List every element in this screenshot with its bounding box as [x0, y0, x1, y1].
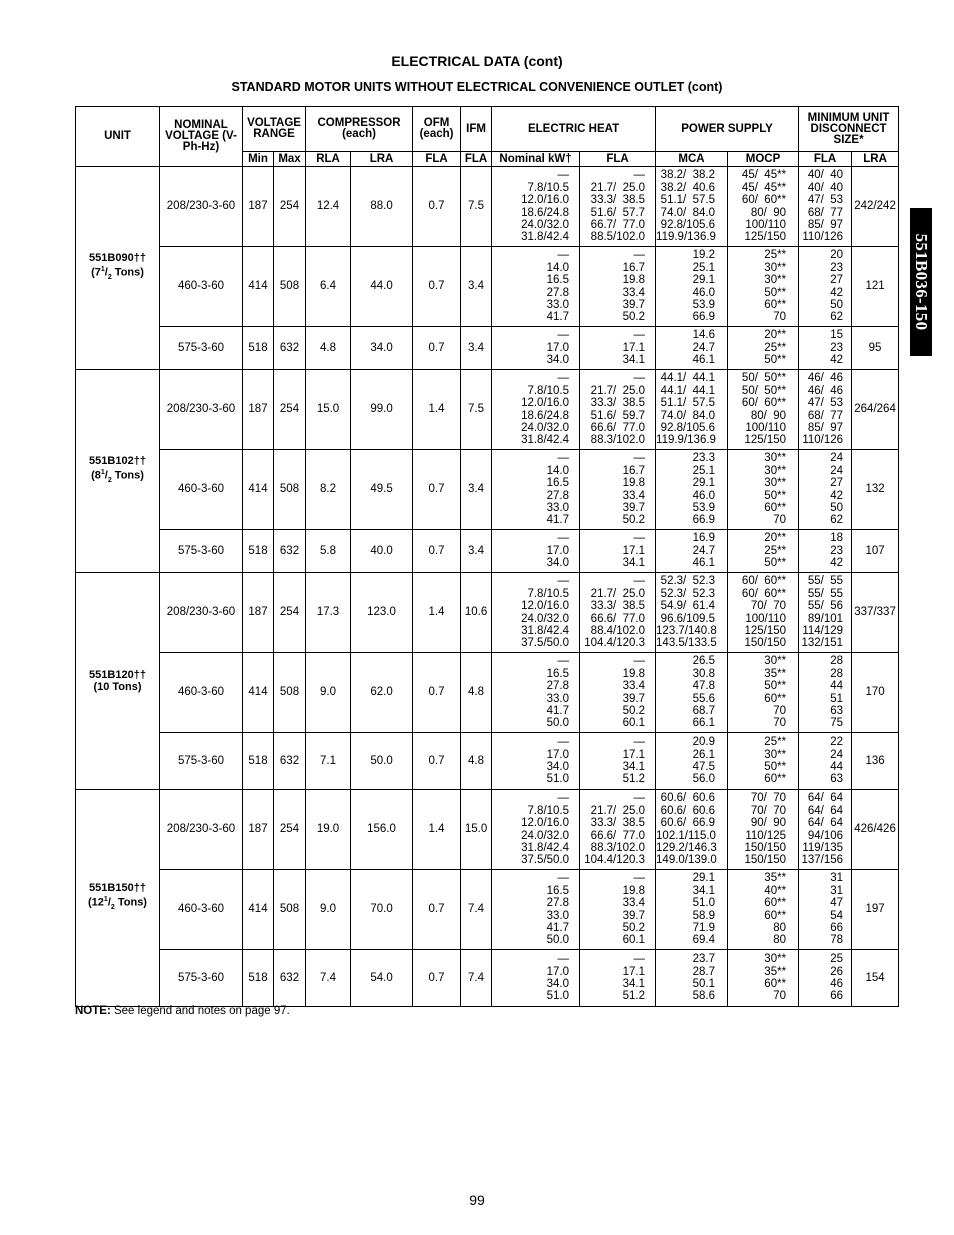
header-ofm: OFM (each): [413, 107, 461, 152]
electric-heat-kw-cell: — 17.0 34.0 51.0: [492, 950, 580, 1007]
nominal-voltage-cell: 208/230-3-60: [160, 573, 243, 653]
power-supply-mca-cell: 16.9 24.7 46.1: [656, 530, 728, 573]
compressor-rla-cell: 7.4: [306, 950, 351, 1007]
tonnage-suffix: (10 Tons): [93, 681, 142, 693]
header-lra: LRA: [351, 152, 413, 167]
header-voltage-range: VOLTAGE RANGE: [243, 107, 306, 152]
power-supply-mca-cell: 26.5 30.8 47.8 55.6 68.7 66.1: [656, 653, 728, 733]
unit-model: 551B150††: [89, 882, 146, 895]
power-supply-mca-cell: 52.3/ 52.3 52.3/ 52.3 54.9/ 61.4 96.6/109.5 123.7/140.8 143.5/133.5: [656, 573, 728, 653]
ofm-fla-cell: 0.7: [413, 530, 461, 573]
nominal-voltage-cell: 575-3-60: [160, 733, 243, 790]
electric-heat-fla-cell: — 17.1 34.1: [580, 530, 656, 573]
disconnect-fla-cell: 31 31 47 54 66 78: [799, 870, 852, 950]
electric-heat-kw-cell: — 14.0 16.5 27.8 33.0 41.7: [492, 247, 580, 327]
electric-heat-fla-cell: — 16.7 19.8 33.4 39.7 50.2: [580, 247, 656, 327]
paren: (: [91, 469, 95, 482]
ofm-fla-cell: 0.7: [413, 733, 461, 790]
voltage-min-cell: 518: [243, 733, 274, 790]
compressor-lra-cell: 62.0: [351, 653, 413, 733]
header-disconnect-size: MINIMUM UNIT DISCONNECT SIZE*: [799, 107, 899, 152]
voltage-max-cell: 632: [274, 733, 306, 790]
voltage-min-cell: 518: [243, 530, 274, 573]
table-row: [76, 573, 899, 653]
electric-heat-kw-cell: — 16.5 27.8 33.0 41.7 50.0: [492, 870, 580, 950]
header-unit: UNIT: [76, 107, 160, 167]
table-row: [76, 327, 899, 370]
electric-heat-kw-cell: — 17.0 34.0: [492, 530, 580, 573]
page-number: 99: [469, 1192, 485, 1208]
voltage-min-cell: 414: [243, 653, 274, 733]
ifm-fla-cell: 3.4: [461, 450, 492, 530]
ifm-fla-cell: 3.4: [461, 247, 492, 327]
power-supply-mocp-cell: 60/ 60** 60/ 60** 70/ 70 100/110 125/150 150/150: [728, 573, 799, 653]
tonnage-numerator: 1: [100, 266, 105, 274]
electric-heat-kw-cell: — 7.8/10.5 12.0/16.0 18.6/24.8 24.0/32.0 31.8/42.4: [492, 167, 580, 247]
ifm-fla-cell: 10.6: [461, 573, 492, 653]
power-supply-mocp-cell: 45/ 45** 45/ 45** 60/ 60** 80/ 90 100/110 125/150: [728, 167, 799, 247]
tonnage-suffix: Tons): [111, 469, 144, 482]
unit-model-cell: [76, 790, 160, 1007]
ofm-fla-cell: 0.7: [413, 327, 461, 370]
disconnect-lra-cell: 426/426: [852, 790, 899, 870]
nominal-voltage-cell: 575-3-60: [160, 950, 243, 1007]
compressor-rla-cell: 8.2: [306, 450, 351, 530]
ofm-fla-cell: 0.7: [413, 950, 461, 1007]
compressor-lra-cell: 44.0: [351, 247, 413, 327]
side-tab: [910, 208, 932, 356]
compressor-rla-cell: 5.8: [306, 530, 351, 573]
ofm-fla-cell: 0.7: [413, 870, 461, 950]
voltage-max-cell: 508: [274, 870, 306, 950]
disconnect-fla-cell: 20 23 27 42 50 62: [799, 247, 852, 327]
unit-model-cell: [76, 573, 160, 790]
header-ifm-fla: FLA: [461, 152, 492, 167]
paren: (: [88, 896, 92, 909]
ofm-fla-cell: 1.4: [413, 370, 461, 450]
compressor-rla-cell: 12.4: [306, 167, 351, 247]
nominal-voltage-cell: 208/230-3-60: [160, 790, 243, 870]
compressor-lra-cell: 99.0: [351, 370, 413, 450]
fraction-slash: /: [104, 266, 108, 279]
header-heat-fla: FLA: [580, 152, 656, 167]
ifm-fla-cell: 7.4: [461, 950, 492, 1007]
header-compressor: COMPRESSOR (each): [306, 107, 413, 152]
tonnage-whole: 7: [94, 266, 101, 279]
table-row: [76, 653, 899, 733]
nominal-voltage-cell: 575-3-60: [160, 327, 243, 370]
voltage-max-cell: 508: [274, 247, 306, 327]
power-supply-mocp-cell: 30** 35** 50** 60** 70 70: [728, 653, 799, 733]
power-supply-mca-cell: 14.6 24.7 46.1: [656, 327, 728, 370]
tonnage-numerator: 1: [100, 469, 105, 477]
table-row: [76, 790, 899, 870]
disconnect-lra-cell: 264/264: [852, 370, 899, 450]
electrical-data-table: [75, 106, 899, 1007]
nominal-voltage-cell: 460-3-60: [160, 870, 243, 950]
power-supply-mca-cell: 44.1/ 44.1 44.1/ 44.1 51.1/ 57.5 74.0/ 84.0 92.8/105.6 119.9/136.9: [656, 370, 728, 450]
disconnect-lra-cell: 154: [852, 950, 899, 1007]
disconnect-fla-cell: 46/ 46 46/ 46 47/ 53 68/ 77 85/ 97 110/126: [799, 370, 852, 450]
header-nominal-kw: Nominal kW†: [492, 152, 580, 167]
disconnect-fla-cell: 24 24 27 42 50 62: [799, 450, 852, 530]
power-supply-mocp-cell: 30** 35** 60** 70: [728, 950, 799, 1007]
header-ofm-fla: FLA: [413, 152, 461, 167]
compressor-rla-cell: 9.0: [306, 653, 351, 733]
ofm-fla-cell: 0.7: [413, 167, 461, 247]
voltage-max-cell: 254: [274, 167, 306, 247]
table-row: [76, 247, 899, 327]
power-supply-mocp-cell: 25** 30** 30** 50** 60** 70: [728, 247, 799, 327]
disconnect-fla-cell: 18 23 42: [799, 530, 852, 573]
disconnect-lra-cell: 107: [852, 530, 899, 573]
compressor-lra-cell: 88.0: [351, 167, 413, 247]
compressor-rla-cell: 17.3: [306, 573, 351, 653]
header-power-supply: POWER SUPPLY: [656, 107, 799, 152]
compressor-rla-cell: 19.0: [306, 790, 351, 870]
electric-heat-fla-cell: — 19.8 33.4 39.7 50.2 60.1: [580, 870, 656, 950]
unit-model-cell: [76, 370, 160, 573]
header-nominal-voltage: NOMINAL VOLTAGE (V-Ph-Hz): [160, 107, 243, 167]
disconnect-lra-cell: 121: [852, 247, 899, 327]
electric-heat-fla-cell: — 19.8 33.4 39.7 50.2 60.1: [580, 653, 656, 733]
electric-heat-fla-cell: — 21.7/ 25.0 33.3/ 38.5 51.6/ 59.7 66.6/ 77.0 88.3/102.0: [580, 370, 656, 450]
power-supply-mocp-cell: 20** 25** 50**: [728, 530, 799, 573]
electric-heat-kw-cell: — 7.8/10.5 12.0/16.0 24.0/32.0 31.8/42.4 37.5/50.0: [492, 573, 580, 653]
ofm-fla-cell: 0.7: [413, 247, 461, 327]
disconnect-lra-cell: 132: [852, 450, 899, 530]
electric-heat-fla-cell: — 21.7/ 25.0 33.3/ 38.5 66.6/ 77.0 88.3/102.0 104.4/120.3: [580, 790, 656, 870]
compressor-lra-cell: 54.0: [351, 950, 413, 1007]
voltage-max-cell: 632: [274, 327, 306, 370]
electric-heat-fla-cell: — 16.7 19.8 33.4 39.7 50.2: [580, 450, 656, 530]
table-row: [76, 450, 899, 530]
paren: (: [91, 266, 95, 279]
nominal-voltage-cell: 208/230-3-60: [160, 370, 243, 450]
unit-model: 551B102††: [89, 455, 146, 468]
voltage-max-cell: 508: [274, 450, 306, 530]
table-subtitle: STANDARD MOTOR UNITS WITHOUT ELECTRICAL CONVENIENCE OUTLET (cont): [231, 80, 723, 94]
header-disconnect-lra: LRA: [852, 152, 899, 167]
power-supply-mca-cell: 23.7 28.7 50.1 58.6: [656, 950, 728, 1007]
table-row: [76, 950, 899, 1007]
table-row: [76, 370, 899, 450]
unit-tonnage: [76, 264, 159, 284]
power-supply-mca-cell: 19.2 25.1 29.1 46.0 53.9 66.9: [656, 247, 728, 327]
ofm-fla-cell: 0.7: [413, 653, 461, 733]
voltage-min-cell: 518: [243, 950, 274, 1007]
voltage-min-cell: 187: [243, 370, 274, 450]
unit-model-cell: [76, 167, 160, 370]
electric-heat-kw-cell: — 7.8/10.5 12.0/16.0 18.6/24.8 24.0/32.0 31.8/42.4: [492, 370, 580, 450]
compressor-lra-cell: 40.0: [351, 530, 413, 573]
compressor-lra-cell: 49.5: [351, 450, 413, 530]
tonnage-suffix: Tons): [114, 896, 147, 909]
header-min: Min: [243, 152, 274, 167]
voltage-min-cell: 414: [243, 450, 274, 530]
compressor-rla-cell: 4.8: [306, 327, 351, 370]
ifm-fla-cell: 7.5: [461, 370, 492, 450]
ifm-fla-cell: 7.5: [461, 167, 492, 247]
fraction-slash: /: [104, 469, 108, 482]
side-tab-label: 551B036-150: [912, 233, 931, 331]
disconnect-lra-cell: 337/337: [852, 573, 899, 653]
ifm-fla-cell: 7.4: [461, 870, 492, 950]
ofm-fla-cell: 1.4: [413, 573, 461, 653]
tonnage-whole: 8: [94, 469, 101, 482]
header-electric-heat: ELECTRIC HEAT: [492, 107, 656, 152]
disconnect-lra-cell: 197: [852, 870, 899, 950]
tonnage-denominator: 2: [107, 476, 112, 484]
table-row: [76, 870, 899, 950]
nominal-voltage-cell: 208/230-3-60: [160, 167, 243, 247]
disconnect-fla-cell: 28 28 44 51 63 75: [799, 653, 852, 733]
disconnect-fla-cell: 22 24 44 63: [799, 733, 852, 790]
page-title: ELECTRICAL DATA (cont): [391, 53, 563, 69]
disconnect-fla-cell: 64/ 64 64/ 64 64/ 64 94/106 119/135 137/156: [799, 790, 852, 870]
power-supply-mca-cell: 38.2/ 38.2 38.2/ 40.6 51.1/ 57.5 74.0/ 84.0 92.8/105.6 119.9/136.9: [656, 167, 728, 247]
unit-model: 551B120††: [89, 669, 146, 681]
table-row: [76, 530, 899, 573]
header-mca: MCA: [656, 152, 728, 167]
unit-tonnage: [76, 467, 159, 487]
power-supply-mocp-cell: 50/ 50** 50/ 50** 60/ 60** 80/ 90 100/110 125/150: [728, 370, 799, 450]
tonnage-suffix: Tons): [111, 266, 144, 279]
electric-heat-kw-cell: — 14.0 16.5 27.8 33.0 41.7: [492, 450, 580, 530]
compressor-rla-cell: 7.1: [306, 733, 351, 790]
table-row: [76, 167, 899, 247]
voltage-max-cell: 254: [274, 370, 306, 450]
disconnect-fla-cell: 25 26 46 66: [799, 950, 852, 1007]
ifm-fla-cell: 4.8: [461, 653, 492, 733]
power-supply-mocp-cell: 35** 40** 60** 60** 80 80: [728, 870, 799, 950]
ofm-fla-cell: 1.4: [413, 790, 461, 870]
power-supply-mca-cell: 60.6/ 60.6 60.6/ 60.6 60.6/ 66.9 102.1/115.0 129.2/146.3 149.0/139.0: [656, 790, 728, 870]
table-body: [76, 167, 899, 1007]
voltage-min-cell: 518: [243, 327, 274, 370]
electric-heat-fla-cell: — 21.7/ 25.0 33.3/ 38.5 66.6/ 77.0 88.4/102.0 104.4/120.3: [580, 573, 656, 653]
power-supply-mca-cell: 29.1 34.1 51.0 58.9 71.9 69.4: [656, 870, 728, 950]
header-disconnect-fla: FLA: [799, 152, 852, 167]
disconnect-fla-cell: 40/ 40 40/ 40 47/ 53 68/ 77 85/ 97 110/126: [799, 167, 852, 247]
disconnect-lra-cell: 170: [852, 653, 899, 733]
disconnect-lra-cell: 136: [852, 733, 899, 790]
electric-heat-fla-cell: — 21.7/ 25.0 33.3/ 38.5 51.6/ 57.7 66.7/ 77.0 88.5/102.0: [580, 167, 656, 247]
fraction-slash: /: [107, 896, 111, 909]
ifm-fla-cell: 3.4: [461, 327, 492, 370]
voltage-min-cell: 414: [243, 247, 274, 327]
power-supply-mocp-cell: 70/ 70 70/ 70 90/ 90 110/125 150/150 150/150: [728, 790, 799, 870]
header-mocp: MOCP: [728, 152, 799, 167]
nominal-voltage-cell: 460-3-60: [160, 450, 243, 530]
nominal-voltage-cell: 460-3-60: [160, 653, 243, 733]
voltage-min-cell: 414: [243, 870, 274, 950]
disconnect-fla-cell: 15 23 42: [799, 327, 852, 370]
unit-model: 551B090††: [89, 252, 146, 265]
power-supply-mca-cell: 20.9 26.1 47.5 56.0: [656, 733, 728, 790]
ifm-fla-cell: 3.4: [461, 530, 492, 573]
voltage-min-cell: 187: [243, 167, 274, 247]
electric-heat-fla-cell: — 17.1 34.1 51.2: [580, 733, 656, 790]
power-supply-mocp-cell: 30** 30** 30** 50** 60** 70: [728, 450, 799, 530]
voltage-max-cell: 632: [274, 950, 306, 1007]
voltage-max-cell: 508: [274, 653, 306, 733]
electric-heat-kw-cell: — 17.0 34.0 51.0: [492, 733, 580, 790]
ifm-fla-cell: 15.0: [461, 790, 492, 870]
electric-heat-kw-cell: — 17.0 34.0: [492, 327, 580, 370]
disconnect-lra-cell: 95: [852, 327, 899, 370]
voltage-min-cell: 187: [243, 573, 274, 653]
table-note: [75, 1005, 290, 1017]
electric-heat-fla-cell: — 17.1 34.1 51.2: [580, 950, 656, 1007]
note-text: See legend and notes on page 97.: [110, 1005, 290, 1017]
compressor-rla-cell: 9.0: [306, 870, 351, 950]
power-supply-mca-cell: 23.3 25.1 29.1 46.0 53.9 66.9: [656, 450, 728, 530]
voltage-max-cell: 632: [274, 530, 306, 573]
ifm-fla-cell: 4.8: [461, 733, 492, 790]
electric-heat-kw-cell: — 7.8/10.5 12.0/16.0 24.0/32.0 31.8/42.4 37.5/50.0: [492, 790, 580, 870]
compressor-rla-cell: 15.0: [306, 370, 351, 450]
power-supply-mocp-cell: 25** 30** 50** 60**: [728, 733, 799, 790]
compressor-lra-cell: 50.0: [351, 733, 413, 790]
table-row: [76, 733, 899, 790]
ofm-fla-cell: 0.7: [413, 450, 461, 530]
compressor-lra-cell: 156.0: [351, 790, 413, 870]
power-supply-mocp-cell: 20** 25** 50**: [728, 327, 799, 370]
header-max: Max: [274, 152, 306, 167]
header-ifm: IFM: [461, 107, 492, 152]
compressor-rla-cell: 6.4: [306, 247, 351, 327]
voltage-max-cell: 254: [274, 790, 306, 870]
tonnage-denominator: 2: [107, 273, 112, 281]
voltage-max-cell: 254: [274, 573, 306, 653]
tonnage-numerator: 1: [103, 896, 108, 904]
compressor-lra-cell: 70.0: [351, 870, 413, 950]
compressor-lra-cell: 34.0: [351, 327, 413, 370]
disconnect-fla-cell: 55/ 55 55/ 55 55/ 56 89/101 114/129 132/151: [799, 573, 852, 653]
tonnage-denominator: 2: [110, 903, 115, 911]
electric-heat-fla-cell: — 17.1 34.1: [580, 327, 656, 370]
tonnage-whole: 12: [91, 896, 104, 909]
header-rla: RLA: [306, 152, 351, 167]
nominal-voltage-cell: 460-3-60: [160, 247, 243, 327]
electric-heat-kw-cell: — 16.5 27.8 33.0 41.7 50.0: [492, 653, 580, 733]
disconnect-lra-cell: 242/242: [852, 167, 899, 247]
unit-tonnage: [76, 894, 159, 914]
compressor-lra-cell: 123.0: [351, 573, 413, 653]
note-label: NOTE:: [75, 1005, 111, 1017]
voltage-min-cell: 187: [243, 790, 274, 870]
unit-tonnage: [76, 681, 159, 693]
nominal-voltage-cell: 575-3-60: [160, 530, 243, 573]
